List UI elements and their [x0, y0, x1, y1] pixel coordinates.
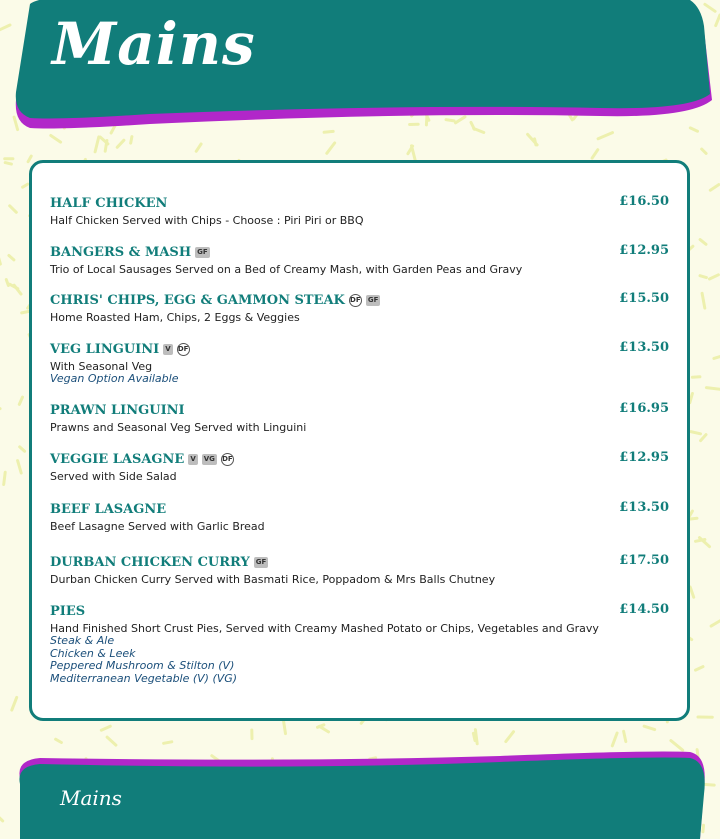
menu-item-pies — [50, 602, 669, 685]
item-name: DURBAN CHICKEN CURRY — [50, 554, 250, 570]
header-banner — [0, 0, 720, 140]
item-description: Half Chicken Served with Chips - Choose : Piri Piri or BBQ — [50, 214, 364, 227]
item-note: Vegan Option Available — [50, 372, 179, 385]
footer-title: Mains — [60, 786, 122, 810]
item-name: BANGERS & MASH — [50, 244, 192, 260]
item-price: £14.50 — [619, 602, 669, 617]
gluten-free-badge: GF — [255, 557, 267, 566]
menu-item-durban-chicken-curry — [50, 553, 669, 586]
dairy-free-badge: DF — [177, 343, 190, 356]
menu-item-half-chicken — [50, 194, 669, 227]
item-description: Beef Lasagne Served with Garlic Bread — [50, 520, 265, 533]
item-price: £16.95 — [619, 401, 669, 416]
item-name: CHRIS' CHIPS, EGG & GAMMON STEAK — [50, 292, 345, 308]
page-title: Mains — [52, 10, 256, 78]
menu-item-gammon-steak — [50, 291, 669, 324]
menu-item-bangers-mash — [50, 243, 669, 276]
item-description: Served with Side Salad — [50, 470, 177, 483]
footer-banner — [0, 748, 720, 839]
item-note: Steak & Ale — [50, 634, 115, 647]
item-price: £15.50 — [619, 291, 669, 306]
item-name: VEG LINGUINI — [50, 341, 160, 357]
dairy-free-badge: DF — [221, 453, 234, 466]
dairy-free-badge: DF — [349, 294, 362, 307]
menu-item-veggie-lasagne — [50, 450, 669, 483]
item-description: With Seasonal Veg — [50, 360, 153, 373]
vegetarian-badge: V — [190, 454, 196, 463]
item-description: Hand Finished Short Crust Pies, Served with Creamy Mashed Potato or Chips, Vegetables and Gravy — [50, 622, 599, 635]
gluten-free-badge: GF — [197, 247, 208, 256]
item-note: Mediterranean Vegetable (V) (VG) — [50, 671, 238, 685]
gluten-free-badge: GF — [367, 295, 379, 304]
item-description: Durban Chicken Curry Served with Basmati Rice, Poppadom & Mrs Balls Chutney — [50, 573, 496, 586]
item-name: VEGGIE LASAGNE — [50, 451, 185, 467]
item-description: Trio of Local Sausages Served on a Bed of Creamy Mash, with Garden Peas and Gravy — [50, 263, 523, 276]
item-description: Home Roasted Ham, Chips, 2 Eggs & Veggies — [50, 311, 300, 324]
vegan-badge: VG — [203, 454, 215, 463]
item-description: Prawns and Seasonal Veg Served with Linguini — [50, 421, 307, 434]
item-note: Chicken & Leek — [50, 646, 136, 660]
item-price: £17.50 — [619, 553, 669, 568]
item-name: PRAWN LINGUINI — [50, 402, 185, 418]
menu-item-beef-lasagne — [50, 500, 669, 533]
item-name: PIES — [50, 603, 86, 619]
item-price: £16.50 — [619, 194, 669, 209]
menu-item-veg-linguini — [50, 340, 669, 386]
vegetarian-badge: V — [165, 344, 171, 353]
item-price: £12.95 — [619, 243, 669, 258]
item-name: HALF CHICKEN — [50, 195, 168, 211]
item-price: £13.50 — [619, 340, 669, 355]
item-price: £12.95 — [619, 450, 669, 465]
menu-card — [29, 160, 690, 721]
menu-item-prawn-linguini — [50, 401, 669, 434]
item-price: £13.50 — [619, 500, 669, 515]
item-note: Peppered Mushroom & Stilton (V) — [50, 659, 235, 672]
item-name: BEEF LASAGNE — [50, 501, 167, 517]
